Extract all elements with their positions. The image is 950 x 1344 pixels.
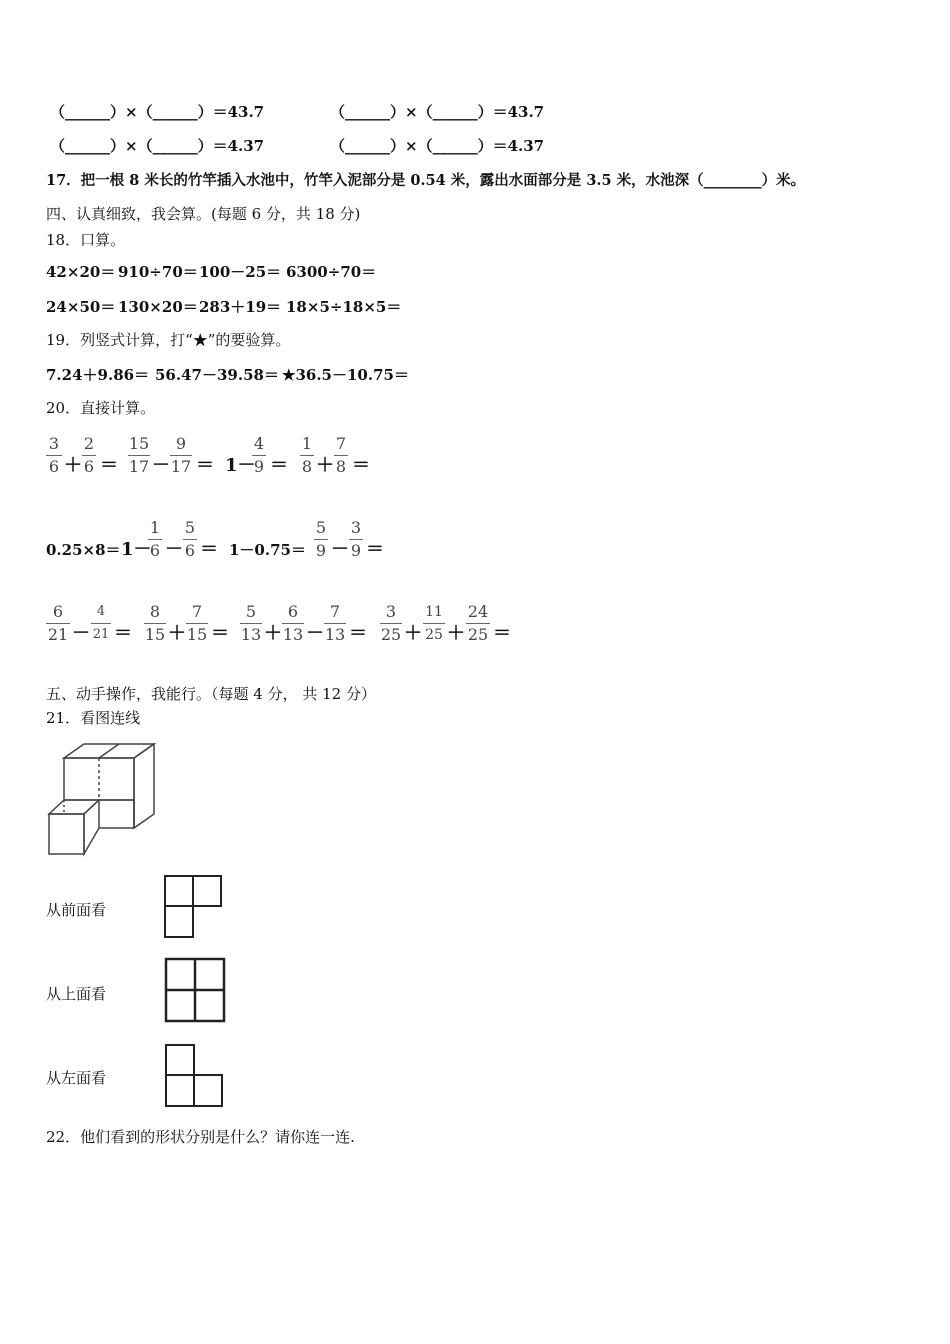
cube-stack-figure <box>44 740 159 860</box>
q18-item: 130×20＝ <box>118 298 198 316</box>
question-19-title: 19．列竖式计算，打“★”的要验算。 <box>46 331 291 349</box>
section-5-heading: 五、动手操作，我能行。（每题 4 分， 共 12 分） <box>46 685 376 703</box>
q16-row1-left: （______）×（______）＝43.7 <box>50 103 265 121</box>
plus-sign: ＋ <box>64 455 82 476</box>
question-18-title: 18．口算。 <box>46 231 126 249</box>
q16-row1-right: （______）×（______）＝43.7 <box>330 103 545 121</box>
fraction: 4 21 <box>92 604 110 642</box>
equals-sign: ＝ <box>211 623 229 644</box>
fraction: 24 25 <box>467 602 489 644</box>
equals-sign: ＝ <box>349 623 367 644</box>
minus-sign: － <box>331 539 349 560</box>
fraction: 4 9 <box>253 434 265 476</box>
fraction: 1 8 <box>301 434 313 476</box>
equals-sign: ＝ <box>200 539 218 560</box>
view-label-left: 从左面看 <box>46 1069 107 1087</box>
q19-item: 56.47－39.58＝ <box>155 366 279 384</box>
question-17: 17．把一根 8 米长的竹竿插入水池中，竹竿入泥部分是 0.54 米，露出水面部分是 3.5 米，水池深（________）米。 <box>46 172 806 189</box>
fraction: 3 6 <box>46 434 62 477</box>
equals-sign: ＝ <box>493 623 511 644</box>
q18-item: 24×50＝ <box>46 298 116 316</box>
q16-row2-left: （______）×（______）＝4.37 <box>50 137 265 155</box>
section-4-heading: 四、认真细致，我会算。(每题 6 分，共 18 分) <box>46 205 361 223</box>
fraction: 3 9 <box>350 518 362 560</box>
expr-1-minus-0.75: 1－0.75＝ <box>229 541 306 559</box>
fraction: 7 13 <box>324 602 346 644</box>
view-label-front: 从前面看 <box>46 901 107 919</box>
equals-sign: ＝ <box>196 455 214 476</box>
question-21-title: 21．看图连线 <box>46 709 141 727</box>
q18-item: 6300÷70＝ <box>286 263 377 281</box>
fraction: 3 25 <box>380 602 402 644</box>
q18-item: 910÷70＝ <box>118 263 198 281</box>
equals-sign: ＝ <box>270 455 288 476</box>
fraction: 15 17 <box>128 434 150 476</box>
number-one-minus: 1－ <box>121 539 152 560</box>
equals-sign: ＝ <box>352 455 370 476</box>
expr-0.25x8: 0.25×8＝ <box>46 541 121 559</box>
question-22: 22．他们看到的形状分别是什么？请你连一连. <box>46 1128 355 1146</box>
fraction: 5 13 <box>240 602 262 644</box>
q19-item: ★36.5－10.75＝ <box>282 366 409 384</box>
plus-sign: ＋ <box>264 623 282 644</box>
fraction: 2 6 <box>83 434 95 476</box>
front-view-shape[interactable] <box>163 874 225 940</box>
plus-sign: ＋ <box>404 623 422 644</box>
q18-item: 42×20＝ <box>46 263 116 281</box>
q18-item: 283＋19＝ <box>199 298 282 316</box>
q16-row2-right: （______）×（______）＝4.37 <box>330 137 545 155</box>
number-one-minus: 1－ <box>225 455 256 476</box>
q19-item: 7.24＋9.86＝ <box>46 366 150 384</box>
minus-sign: － <box>152 455 170 476</box>
fraction: 8 15 <box>144 602 166 644</box>
left-view-shape[interactable] <box>164 1043 226 1109</box>
equals-sign: ＝ <box>366 539 384 560</box>
plus-sign: ＋ <box>168 623 186 644</box>
fraction: 5 9 <box>315 518 327 560</box>
plus-sign: ＋ <box>447 623 465 644</box>
fraction: 1 6 <box>149 518 161 560</box>
equals-sign: ＝ <box>114 623 132 644</box>
fraction: 7 15 <box>186 602 208 644</box>
top-view-shape[interactable] <box>164 957 228 1025</box>
question-20-title: 20．直接计算。 <box>46 399 156 417</box>
fraction: 9 17 <box>170 434 192 476</box>
plus-sign: ＋ <box>316 455 334 476</box>
equals-sign: ＝ <box>100 455 118 476</box>
minus-sign: － <box>165 539 183 560</box>
minus-sign: － <box>306 623 324 644</box>
fraction: 5 6 <box>184 518 196 560</box>
fraction: 6 13 <box>282 602 304 644</box>
q18-item: 18×5÷18×5＝ <box>286 298 402 316</box>
q18-item: 100－25＝ <box>199 263 282 281</box>
fraction: 11 25 <box>423 602 445 645</box>
fraction: 6 21 <box>47 602 69 644</box>
minus-sign: － <box>72 623 90 644</box>
fraction: 7 8 <box>335 434 347 476</box>
view-label-top: 从上面看 <box>46 985 107 1003</box>
